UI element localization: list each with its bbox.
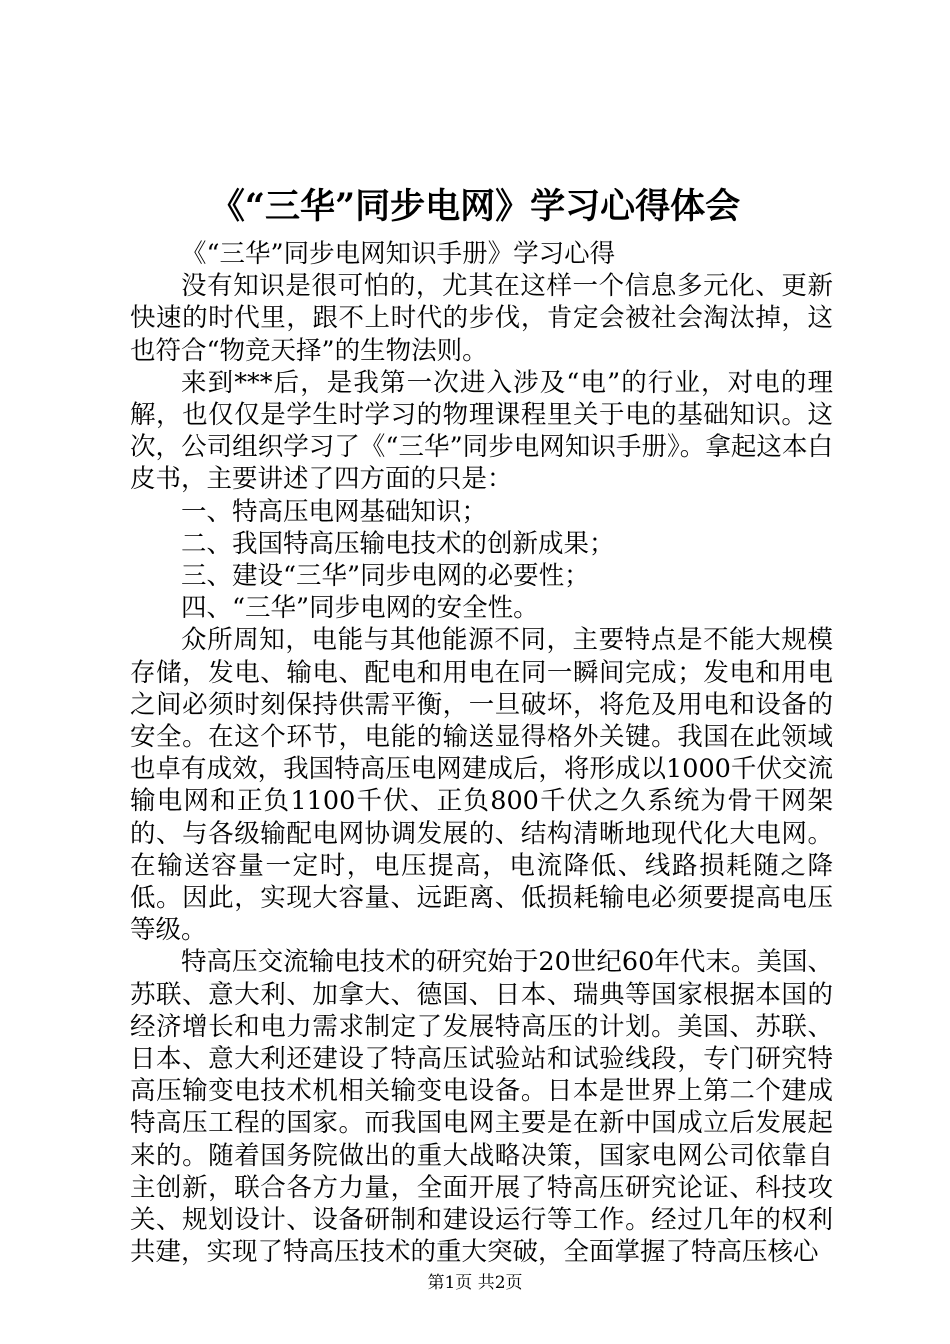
paragraph: 众所周知，电能与其他能源不同，主要特点是不能大规模存储，发电、输电、配电和用电在同一瞬间完成；发电和用电之间必须时刻保持供需平衡，一旦破坏，将危及用电和设备的安全。在这个环节，电能的输送显得格外关键。我国在此领域也卓有成效，我国特高压电网建成后，将形成以1000千伏交流输电网和正负1100千伏、正负800千伏之久系统为骨干网架的、与各级输配电网协调发展的、结构清晰地现代化大电网。在输送容量一定时，电压提高，电流降低、线路损耗随之降低。因此，实现大容量、远距离、低损耗输电必须要提高电压等级。 bbox=[130, 625, 833, 946]
document-body bbox=[130, 238, 833, 1269]
paragraph: 没有知识是很可怕的，尤其在这样一个信息多元化、更新快速的时代里，跟不上时代的步伐，肯定会被社会淘汰掉，这也符合“物竞天择”的生物法则。 bbox=[130, 271, 833, 366]
page-footer: 第1页 共2页 bbox=[427, 1273, 523, 1293]
document-title: 《“三华”同步电网》学习心得体会 bbox=[209, 186, 741, 227]
list-item: 二、我国特高压输电技术的创新成果； bbox=[181, 528, 615, 559]
paragraph: 特高压交流输电技术的研究始于20世纪60年代末。美国、苏联、意大利、加拿大、德国、日本、瑞典等国家根据本国的经济增长和电力需求制定了发展特高压的计划。美国、苏联、日本、意大利还建设了特高压试验站和试验线段，专门研究特高压输变电技术机相关输变电设备。日本是世界上第二个建成特高压工程的国家。而我国电网主要是在新中国成立后发展起来的。随着国务院做出的重大战略决策，国家电网公司依靠自主创新，联合各方力量，全面开展了特高压研究论证、科技攻关、规划设计、设备研制和建设运行等工作。经过几年的权利共建，实现了特高压技术的重大突破，全面掌握了特高压核心 bbox=[130, 947, 833, 1268]
paragraph-subtitle: 《“三华”同步电网知识手册》学习心得 bbox=[181, 239, 616, 269]
list-item: 三、建设“三华”同步电网的必要性； bbox=[181, 561, 590, 592]
list-item: 一、特高压电网基础知识； bbox=[181, 496, 488, 527]
paragraph: 来到***后，是我第一次进入涉及“电”的行业，对电的理解，也仅仅是学生时学习的物理课程里关于电的基础知识。这次，公司组织学习了《“三华”同步电网知识手册》。拿起这本白皮书，主要讲述了四方面的只是： bbox=[130, 367, 833, 495]
list-item: 四、“三华”同步电网的安全性。 bbox=[181, 593, 539, 624]
